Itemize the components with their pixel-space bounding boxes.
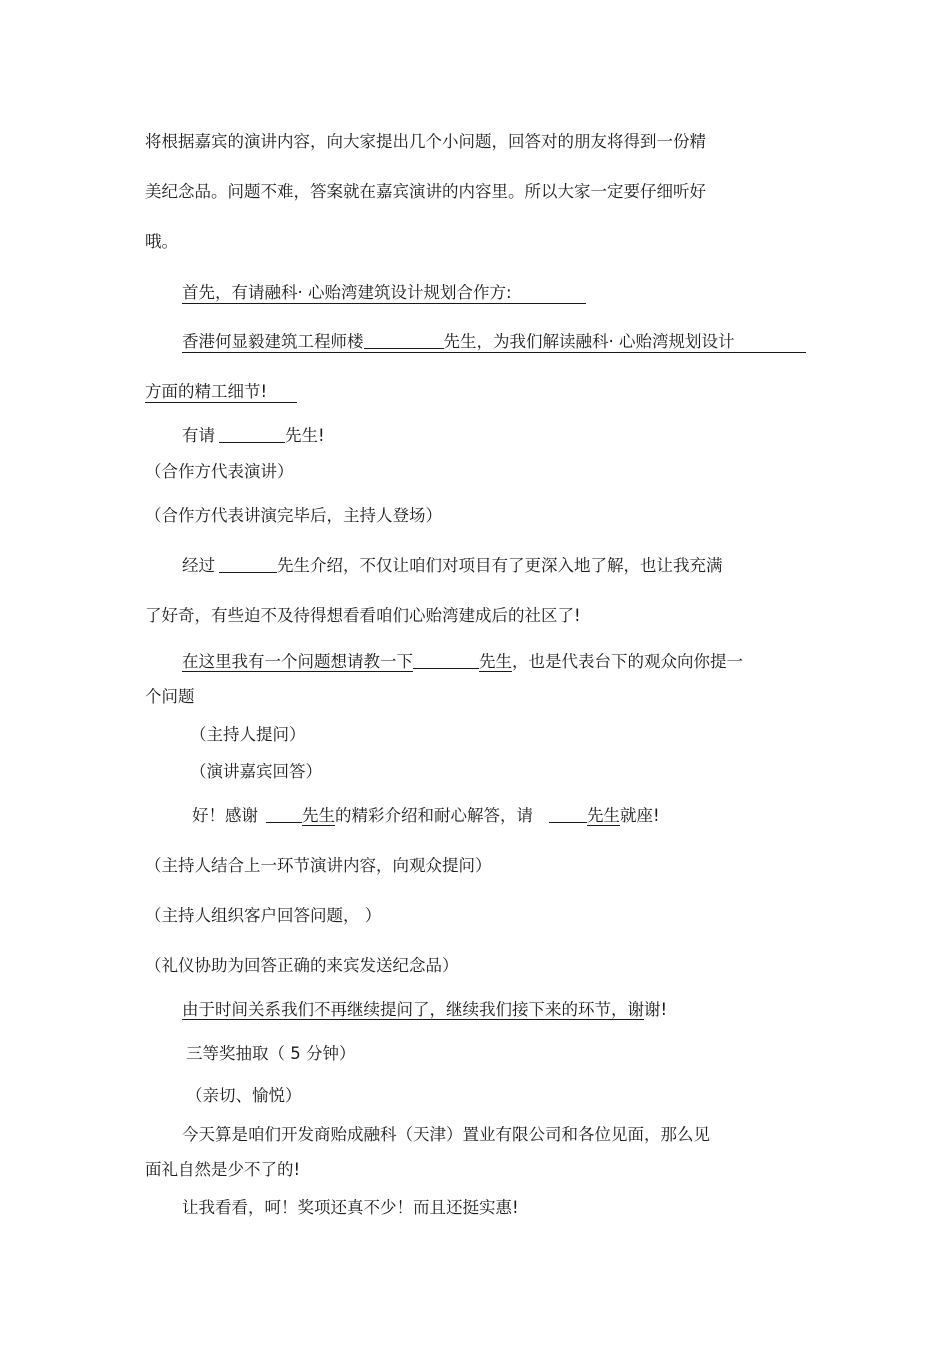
paragraph-text: 的精彩介绍和耐心解答，请 (335, 806, 533, 825)
underline-rule (182, 303, 586, 304)
name-blank (413, 652, 479, 669)
underline-rule (145, 402, 297, 403)
name-blank (364, 332, 444, 349)
paragraph-line: 今天算是咱们开发商贻成融科（天津）置业有限公司和各位见面，那么见 (182, 1125, 710, 1144)
name-blank (266, 806, 302, 823)
paragraph-text: ，也是代表台下的观众向你提一 (512, 652, 743, 671)
paragraph-text: 先生! (285, 426, 325, 445)
stage-direction: （合作方代表演讲） (145, 462, 294, 481)
paragraph-line: 了好奇，有些迫不及待得想看看咱们心贻湾建成后的社区了! (145, 606, 581, 625)
paragraph-text: 经过 (182, 556, 215, 575)
paragraph-text: 谢! (644, 1000, 668, 1019)
stage-direction: （主持人结合上一环节演讲内容，向观众提问） (145, 856, 492, 875)
stage-direction: （演讲嘉宾回答） (190, 762, 322, 781)
paragraph-line: 个问题 (145, 687, 195, 706)
name-blank (219, 556, 277, 573)
paragraph-line (182, 331, 735, 353)
stage-direction: （亲切、愉悦） (186, 1086, 302, 1105)
paragraph-text: 先生 (587, 806, 620, 825)
paragraph-line: 首先，有请融科· 心贻湾建筑设计规划合作方: (182, 283, 512, 302)
paragraph-text: 先生 (302, 806, 335, 825)
name-blank (549, 806, 587, 823)
paragraph-line: 美纪念品。问题不难，答案就在嘉宾演讲的内容里。所以大家一定要仔细听好 (145, 182, 706, 201)
paragraph-text: 先生介绍，不仅让咱们对项目有了更深入地了解，也让我充满 (277, 556, 723, 575)
paragraph-line: 面礼自然是少不了的! (145, 1160, 301, 1179)
stage-direction: （主持人提问） (190, 725, 306, 744)
paragraph-line: 哦。 (145, 232, 178, 251)
name-blank (219, 426, 285, 443)
paragraph-line (182, 999, 667, 1021)
architect-firm: 香港何显毅建筑工程师楼 (182, 332, 364, 351)
paragraph-line: 让我看看，呵！奖项还真不少！而且还挺实惠! (182, 1198, 519, 1217)
paragraph-text: 在这里我有一个问题想请教一下 (182, 652, 413, 671)
paragraph-text: 由于时间关系我们不再继续提问了，继续我们接下来的环节，谢 (182, 1000, 644, 1019)
paragraph-line: 将根据嘉宾的演讲内容，向大家提出几个小问题，回答对的朋友将得到一份精 (145, 132, 706, 151)
paragraph-text: 好！感谢 (192, 806, 258, 825)
paragraph-line (182, 555, 723, 577)
section-heading: 三等奖抽取（ 5 分钟） (186, 1044, 356, 1063)
paragraph-line (182, 425, 325, 447)
stage-direction: （合作方代表讲演完毕后，主持人登场） (145, 506, 442, 525)
paragraph-text: 有请 (182, 426, 215, 445)
paragraph-line (182, 651, 743, 673)
paragraph-text: 先生，为我们解读融科· 心贻湾规划设计 (443, 332, 735, 351)
paragraph-text: 就座! (620, 806, 660, 825)
underline-rule (182, 352, 806, 353)
stage-direction: （主持人组织客户回答问题， ） (145, 906, 382, 925)
paragraph-line: 方面的精工细节! (145, 382, 268, 401)
paragraph-text: 先生 (479, 652, 512, 671)
paragraph-line (192, 805, 660, 827)
stage-direction: （礼仪协助为回答正确的来宾发送纪念品） (145, 956, 459, 975)
